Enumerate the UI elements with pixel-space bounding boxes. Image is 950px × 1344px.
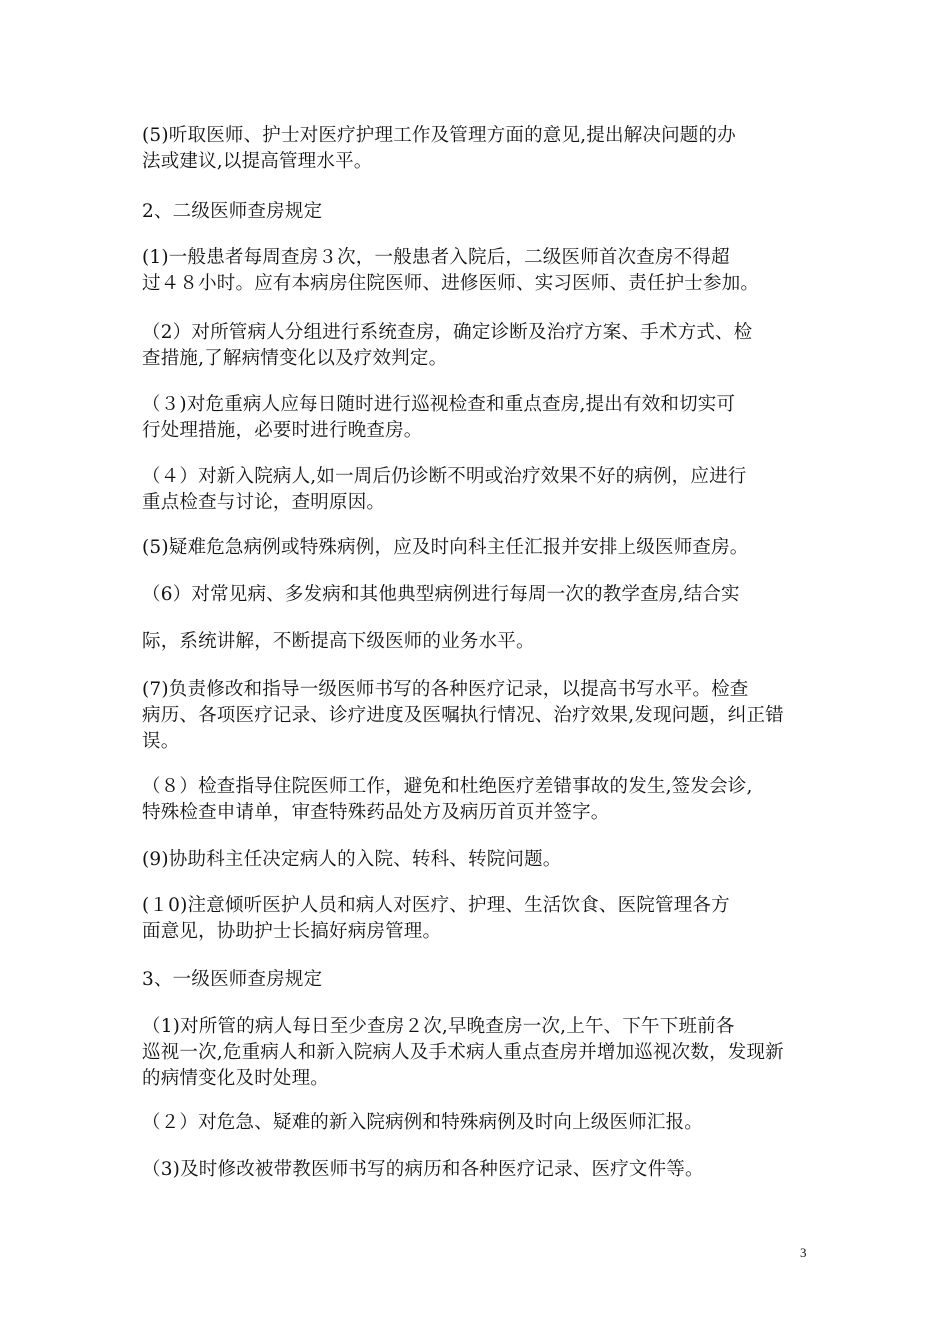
text-line: 巡视一次,危重病人和新入院病人及手术病人重点查房并增加巡视次数，发现新 <box>142 1042 784 1063</box>
paragraph-9-assist-director <box>142 847 810 873</box>
paragraph-2-report-to-superior <box>142 1110 810 1136</box>
text-line: （2）对所管病人分组进行系统查房，确定诊断及治疗方案、手术方式、检 <box>142 322 753 343</box>
text-line: （８）检查指导住院医师工作，避免和杜绝医疗差错事故的发生,签发会诊, <box>142 776 753 797</box>
text-line: 的病情变化及时处理。 <box>142 1068 330 1089</box>
text-line: 3、一级医师查房规定 <box>142 969 323 990</box>
text-line: 际，系统讲解，不断提高下级医师的业务水平。 <box>142 631 535 652</box>
text-line: （3)及时修改被带教医师书写的病历和各种医疗记录、医疗文件等。 <box>142 1159 704 1180</box>
text-line: 行处理措施，必要时进行晚查房。 <box>142 420 423 441</box>
paragraph-8-guide-residents <box>142 774 810 826</box>
paragraph-10-listen-opinions <box>142 893 810 945</box>
paragraph-7-medical-records <box>142 677 810 755</box>
text-line: （２）对危急、疑难的新入院病例和特殊病例及时向上级医师汇报。 <box>142 1112 704 1133</box>
page-number: 3 <box>800 1245 807 1260</box>
paragraph-5-listen-opinions <box>142 123 810 175</box>
paragraph-1-daily-rounds <box>142 1014 810 1092</box>
text-line: (7)负责修改和指导一级医师书写的各种医疗记录，以提高书写水平。检查 <box>142 679 749 700</box>
paragraph-5-difficult-cases <box>142 535 810 561</box>
paragraph-1-general-patients <box>142 245 810 297</box>
text-line: 病历、各项医疗记录、诊疗进度及医嘱执行情况、治疗效果,发现问题，纠正错 <box>142 705 784 726</box>
text-line: (5)疑难危急病例或特殊病例，应及时向科主任汇报并安排上级医师查房。 <box>142 537 749 558</box>
text-line: (9)协助科主任决定病人的入院、转科、转院问题。 <box>142 849 562 870</box>
text-line: (1)一般患者每周查房３次，一般患者入院后，二级医师首次查房不得超 <box>142 247 730 268</box>
paragraph-6-continuation <box>142 629 810 655</box>
text-line: （３)对危重病人应每日随时进行巡视检查和重点查房,提出有效和切实可 <box>142 394 736 415</box>
text-line: 重点检查与讨论，查明原因。 <box>142 492 386 513</box>
paragraph-4-new-admissions <box>142 464 810 516</box>
text-line: （1)对所管的病人每日至少查房２次,早晚查房一次,上午、下午下班前各 <box>142 1016 735 1037</box>
paragraph-6-teaching-rounds <box>142 582 810 608</box>
text-line: 误。 <box>142 731 180 752</box>
section-heading-secondary-physician-rounds <box>142 199 810 225</box>
text-line: 过４８小时。应有本病房住院医师、进修医师、实习医师、责任护士参加。 <box>142 273 760 294</box>
paragraph-3-revise-records <box>142 1157 810 1183</box>
text-line: 面意见，协助护士长搞好病房管理。 <box>142 921 442 942</box>
text-line: （４）对新入院病人,如一周后仍诊断不明或治疗效果不好的病例，应进行 <box>142 466 747 487</box>
paragraph-3-critical-patients <box>142 392 810 444</box>
text-line: (１0)注意倾听医护人员和病人对医疗、护理、生活饮食、医院管理各方 <box>142 895 730 916</box>
text-line: 查措施,了解病情变化以及疗效判定。 <box>142 348 448 369</box>
text-line: (5)听取医师、护士对医疗护理工作及管理方面的意见,提出解决问题的办 <box>142 125 736 146</box>
text-line: 特殊检查申请单，审查特殊药品处方及病历首页并签字。 <box>142 802 610 823</box>
text-line: （6）对常见病、多发病和其他典型病例进行每周一次的教学查房,结合实 <box>142 584 740 605</box>
section-heading-primary-physician-rounds <box>142 967 810 993</box>
text-line: 2、二级医师查房规定 <box>142 201 323 222</box>
text-line: 法或建议,以提高管理水平。 <box>142 151 373 172</box>
paragraph-2-group-rounds <box>142 320 810 372</box>
